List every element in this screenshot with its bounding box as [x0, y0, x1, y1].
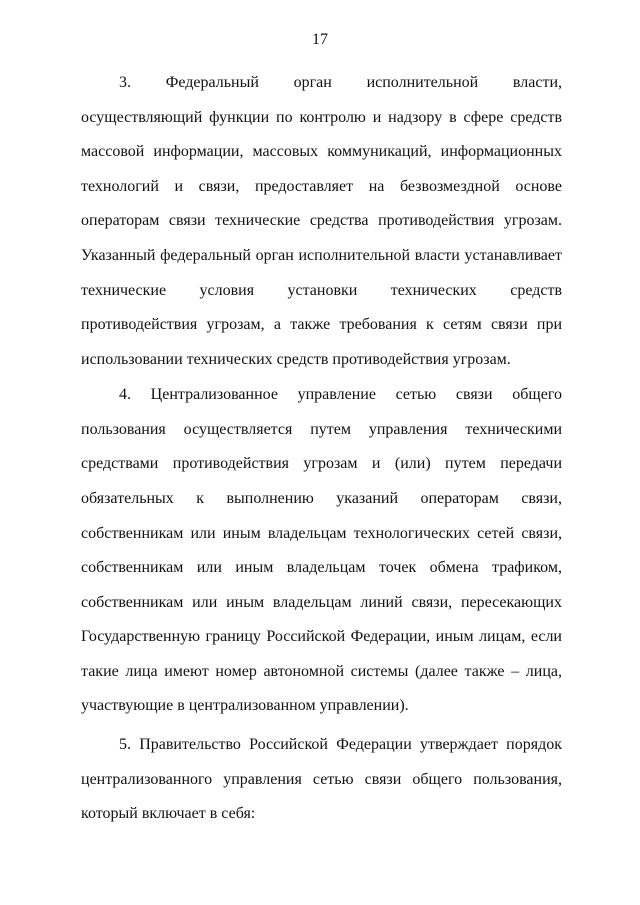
- paragraph-5: 5. Правительство Российской Федерации утверждает порядок централизованного управления сетью связи общего пользования, который включает в себя:: [81, 736, 562, 823]
- paragraph-3: 3. Федеральный орган исполнительной власти, осуществляющий функции по контролю и надзору в сфере средств массовой информации, массовых коммуникаций, информационных технологий и связи, предоставляет на безвозмездной основе операторам связи технические средства противодействия угрозам. Указанный федеральный орган исполнительной власти устанавливает технические условия установки технических средств противодействия угрозам, а также требования к сетям связи при использовании технических средств противодействия угрозам.: [81, 74, 562, 368]
- paragraph-4: 4. Централизованное управление сетью связи общего пользования осуществляется путем управления техническими средствами противодействия угрозам и (или) путем передачи обязательных к выполнению указаний операторам связи, собственникам или иным владельцам технологических сетей связи, собственникам или иным владельцам точек обмена трафиком, собственникам или иным владельцам линий связи, пересекающих Государственную границу Российской Федерации, иным лицам, если такие лица имеют номер автономной системы (далее также – лица, участвующие в централизованном управлении).: [81, 386, 562, 715]
- page-number: 17: [312, 31, 328, 48]
- document-body: [81, 66, 562, 832]
